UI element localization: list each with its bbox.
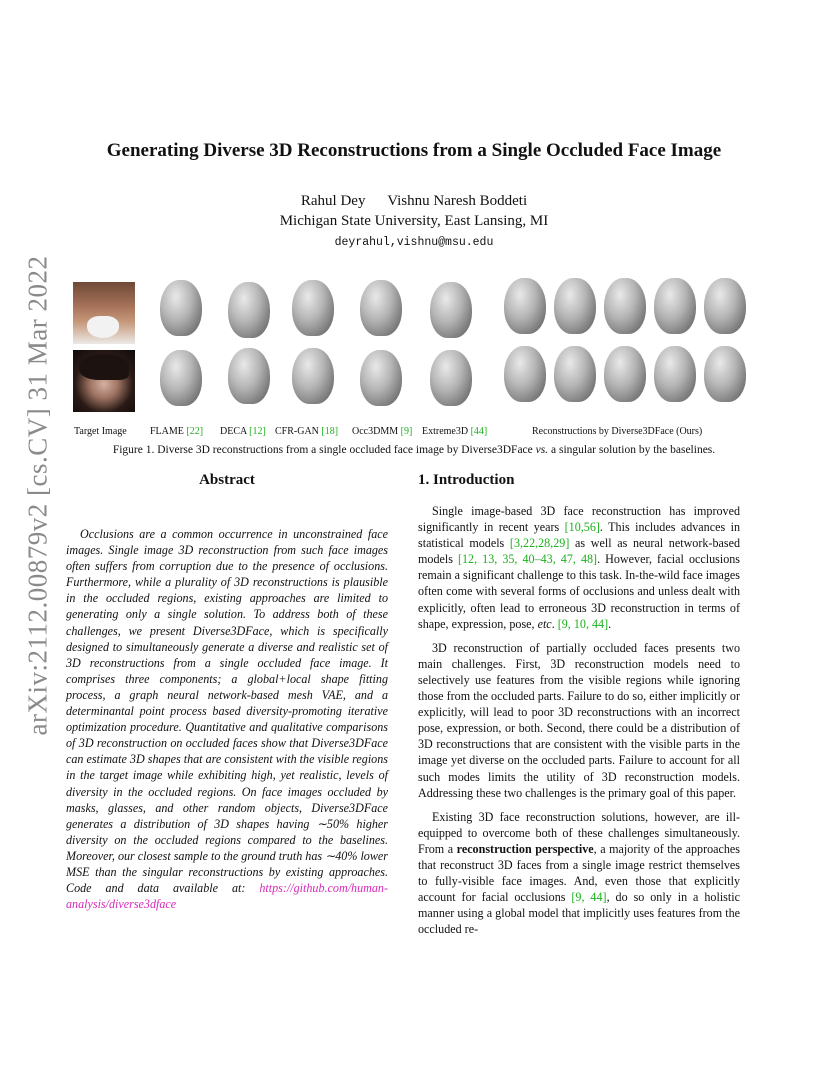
face-mesh — [604, 346, 646, 402]
target-image-hair — [73, 350, 135, 412]
figure-column-labels — [70, 426, 770, 440]
face-mesh — [504, 278, 546, 334]
section-heading: 1. Introduction — [418, 472, 515, 488]
face-mesh — [430, 282, 472, 338]
author-list — [60, 193, 768, 210]
face-mesh — [554, 346, 596, 402]
email-address: deyrahul,vishnu@msu.edu — [334, 236, 494, 249]
label-target: Target Image — [74, 426, 127, 437]
face-mesh — [504, 346, 546, 402]
face-mesh — [654, 278, 696, 334]
paper-title: Generating Diverse 3D Reconstructions from a Single Occluded Face Image — [106, 140, 722, 161]
abstract-heading: Abstract — [199, 472, 255, 488]
arxiv-stamp: arXiv:2112.00879v2 [cs.CV] 31 Mar 2022 — [22, 255, 53, 735]
face-mesh — [430, 350, 472, 406]
label-cfr-gan: CFR-GAN [18] — [275, 426, 339, 437]
face-mesh — [704, 278, 746, 334]
face-mesh — [704, 346, 746, 402]
face-mesh — [160, 350, 202, 406]
author-name: Vishnu Naresh Boddeti — [387, 193, 528, 209]
label-flame: FLAME [22] — [150, 426, 204, 437]
face-mesh — [160, 280, 202, 336]
face-mesh — [228, 282, 270, 338]
paragraph: Existing 3D face reconstruction solutions, however, are ill-equipped to overcome both of these challenges simultaneously. From a reconstruction perspective, a majority of the approaches that reconstruct 3D faces from a single image restrict themselves to fully-visible face images. And, even those that explicitly account for facial occlusions [9, 44], do so only in a holistic manner using a global model that implicitly uses features from the occluded re- — [418, 809, 741, 937]
label-extreme3d: Extreme3D [44] — [422, 426, 488, 437]
face-mesh — [360, 280, 402, 336]
affiliation: Michigan State University, East Lansing, MI — [279, 213, 549, 229]
label-occ3dmm: Occ3DMM [9] — [352, 426, 413, 437]
face-mesh — [292, 280, 334, 336]
paragraph: Single image-based 3D face reconstruction has improved significantly in recent years [10,56]. This includes advances in statistical models [3,22,28,29] as well as neural network-based models [12, 13, 35, 40–43, 47, 48]. However, facial occlusions remain a significant challenge to this task. In-the-wild face images often come with several forms of occlusions and unless dealt with explicitly, often lead to erroneous 3D reconstruction in terms of shape, expression, pose, etc. [9, 10, 44]. — [418, 504, 740, 631]
author-name: Rahul Dey — [300, 193, 366, 209]
paragraph: 3D reconstruction of partially occluded faces presents two main challenges. First, 3D reconstruction models need to selectively use features from the visible regions while ignoring those from the occluded parts. Failure to do so, either implicitly or explicitly, will lead to poor 3D reconstructions with an incorrect pose, expression, or both. Second, there could be a distribution of 3D reconstructions that are consistent with the visible parts in the image yet diverse on the occluded parts. Failure to account for all such modes limits the utility of 3D reconstruction models. Addressing these two challenges is the primary goal of this paper. — [418, 640, 740, 800]
face-mesh — [360, 350, 402, 406]
code-link[interactable]: https://github.com/human-analysis/diverse3dface — [66, 881, 388, 912]
face-mesh — [554, 278, 596, 334]
face-mesh — [654, 346, 696, 402]
target-image-mask — [73, 282, 135, 344]
label-ours: Reconstructions by Diverse3DFace (Ours) — [532, 426, 703, 437]
face-mesh — [604, 278, 646, 334]
introduction-text — [418, 503, 740, 945]
label-deca: DECA [12] — [220, 426, 266, 437]
face-mesh — [228, 348, 270, 404]
figure-caption: Figure 1. Diverse 3D reconstructions from a single occluded face image by Diverse3DFace vs. a singular solution by the baselines. — [112, 444, 716, 456]
figure-1 — [70, 276, 760, 420]
face-mesh — [292, 348, 334, 404]
abstract-text: Occlusions are a common occurrence in unconstrained face images. Single image 3D reconstruction from such face images often suffers from corruption due to the presence of occlusions. Furthermore, while a plurality of 3D reconstructions is plausible in the occluded regions, existing approaches are limited to generating only a single solution. To address both of these challenges, we present Diverse3DFace, which is specifically designed to simultaneously generate a diverse and realistic set of 3D reconstructions from a single occluded face image. It comprises three components; a global+local shape fitting process, a graph neural network-based mesh VAE, and a determinantal point process based diversity-promoting iterative optimization procedure. Quantitative and qualitative comparisons of 3D reconstruction on occluded faces show that Diverse3DFace can estimate 3D shapes that are consistent with the visible regions in the target image while exhibiting high, yet realistic, levels of diversity in the occluded regions. On face images occluded by masks, glasses, and other random objects, Diverse3DFace generates a distribution of 3D shapes having ∼50% higher diversity on the occluded regions compared to the baselines. Moreover, our closest sample to the ground truth has ∼40% lower MSE than the singular reconstructions by existing approaches. Code and data available at: https://github.com/human-analysis/diverse3dface — [66, 527, 388, 912]
